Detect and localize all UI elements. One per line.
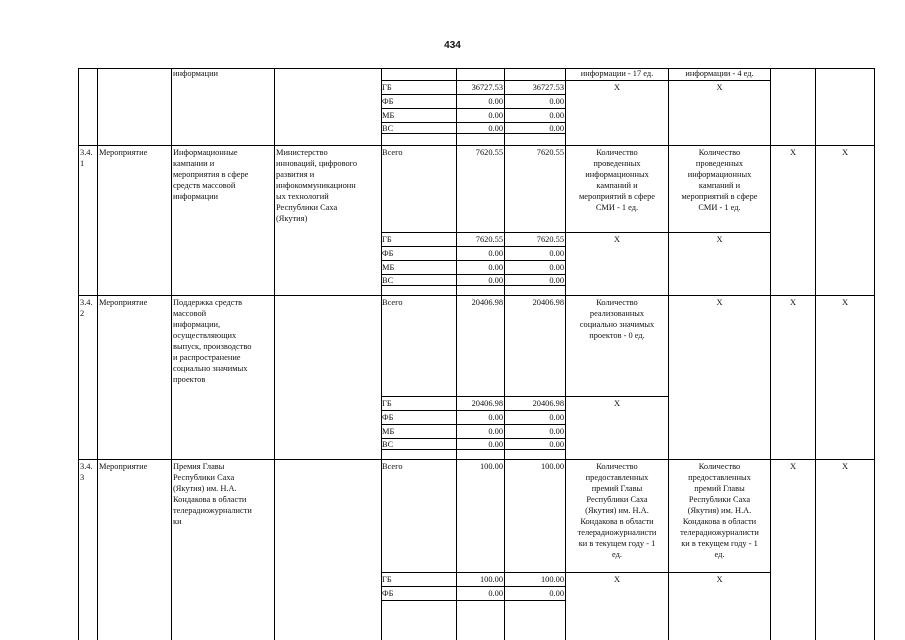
- funding-value: 0.00: [549, 111, 564, 120]
- funding-source: МБ: [382, 427, 395, 436]
- funding-value: 0.00: [549, 413, 564, 422]
- indicator-cell: Х: [613, 83, 621, 92]
- indicator-cell: Количество проведенных информационных кампаний и мероприятий в сфере СМИ - 1 ед.: [681, 148, 758, 212]
- indicator-cell: Х: [716, 575, 723, 584]
- column-rule: [274, 68, 275, 640]
- x-mark: Х: [841, 462, 849, 471]
- funding-source: ФБ: [382, 97, 394, 106]
- funding-value: 0.00: [549, 124, 564, 133]
- executor: Министерство инноваций, цифрового развития и инфокоммуникационн ых технологий Республики Саха (Якутия): [276, 148, 358, 223]
- funding-value: 100.00: [540, 575, 564, 584]
- indicator-cell: Х: [716, 83, 723, 92]
- funding-value: 0.00: [488, 124, 503, 133]
- row-rule: [381, 410, 565, 411]
- funding-value: 36727.53: [532, 83, 564, 92]
- funding-value: 0.00: [549, 427, 564, 436]
- measure-name: Премия Главы Республики Саха (Якутия) им. Н.А. Кондакова в области телерадиожурналисти ки: [173, 462, 252, 526]
- column-rule: [874, 68, 875, 640]
- funding-value: 0.00: [488, 413, 503, 422]
- funding-value: 0.00: [549, 249, 564, 258]
- row-rule: [381, 572, 770, 573]
- total-value: 20406.98: [532, 298, 564, 307]
- indicator-cell: Количество реализованных социально значимых проектов - 0 ед.: [579, 298, 655, 340]
- indicator-cell: Х: [613, 399, 621, 408]
- measure-name: информации: [173, 69, 219, 78]
- indicator-cell: Х: [716, 298, 723, 307]
- row-rule: [381, 246, 565, 247]
- total-label: Всего: [382, 298, 403, 307]
- column-rule: [97, 68, 98, 640]
- row-rule: [381, 396, 668, 397]
- funding-source: ВС: [382, 276, 394, 285]
- row-rule: [381, 94, 565, 95]
- funding-value: 0.00: [488, 97, 503, 106]
- funding-source: ГБ: [382, 575, 392, 584]
- column-rule: [78, 68, 79, 640]
- row-rule: [381, 586, 565, 587]
- row-rule: [78, 145, 874, 146]
- funding-value: 0.00: [488, 589, 503, 598]
- funding-value: 0.00: [488, 263, 503, 272]
- funding-source: МБ: [382, 263, 395, 272]
- funding-value: 0.00: [549, 276, 564, 285]
- total-value: 100.00: [479, 462, 503, 471]
- row-rule: [381, 600, 565, 601]
- funding-value: 0.00: [549, 440, 564, 449]
- row-rule: [381, 80, 770, 81]
- funding-value: 20406.98: [471, 399, 503, 408]
- funding-value: 0.00: [549, 589, 564, 598]
- total-label: Всего: [382, 148, 403, 157]
- indicator-cell: Количество предоставленных премий Главы Республики Саха (Якутия) им. Н.А. Кондакова в области телерадиожурналисти ки в текущем году - 1 ед.: [680, 462, 759, 559]
- x-mark: Х: [789, 298, 797, 307]
- funding-source: ВС: [382, 124, 394, 133]
- row-rule: [78, 295, 874, 296]
- indicator-cell: Х: [716, 235, 723, 244]
- funding-source: ВС: [382, 440, 394, 449]
- indicator-cell: Х: [613, 575, 621, 584]
- funding-source: ГБ: [382, 399, 392, 408]
- funding-source: МБ: [382, 111, 395, 120]
- x-mark: Х: [841, 298, 849, 307]
- indicator-cell: Х: [613, 235, 621, 244]
- funding-value: 7620.55: [475, 235, 503, 244]
- total-value: 7620.55: [475, 148, 503, 157]
- indicator-cell: Количество предоставленных премий Главы Республики Саха (Якутия) им. Н.А. Кондакова в области телерадиожурналисти ки в текущем году - 1 ед.: [577, 462, 657, 559]
- funding-source: ГБ: [382, 83, 392, 92]
- total-label: Всего: [382, 462, 403, 471]
- funding-value: 0.00: [488, 276, 503, 285]
- funding-value: 0.00: [488, 111, 503, 120]
- funding-value: 0.00: [549, 97, 564, 106]
- row-type: Мероприятие: [99, 462, 148, 471]
- indicator-cell: Количество проведенных информационных кампаний и мероприятий в сфере СМИ - 1 ед.: [578, 148, 656, 212]
- row-rule: [78, 459, 874, 460]
- funding-source: ФБ: [382, 413, 394, 422]
- row-type: Мероприятие: [99, 148, 148, 157]
- row-number: 3.4. 3: [80, 462, 93, 482]
- row-type: Мероприятие: [99, 298, 148, 307]
- funding-value: 0.00: [549, 263, 564, 272]
- row-rule: [381, 232, 770, 233]
- funding-value: 36727.53: [471, 83, 503, 92]
- total-value: 7620.55: [536, 148, 564, 157]
- column-rule: [171, 68, 172, 640]
- funding-source: ГБ: [382, 235, 392, 244]
- x-mark: Х: [841, 148, 849, 157]
- funding-source: ФБ: [382, 249, 394, 258]
- x-mark: Х: [789, 148, 797, 157]
- funding-value: 100.00: [479, 575, 503, 584]
- page-number: 434: [444, 40, 461, 51]
- funding-value: 7620.55: [536, 235, 564, 244]
- x-mark: Х: [789, 462, 797, 471]
- row-rule: [381, 108, 565, 109]
- row-rule: [381, 424, 565, 425]
- indicator-cell: информации - 17 ед.: [580, 69, 654, 78]
- row-rule: [381, 260, 565, 261]
- measure-name: Поддержка средств массовой информации, осуществляющих выпуск, производство и распространение социально значимых проектов: [173, 298, 252, 384]
- funding-value: 20406.98: [532, 399, 564, 408]
- funding-source: ФБ: [382, 589, 394, 598]
- row-number: 3.4. 1: [80, 148, 93, 168]
- row-number: 3.4. 2: [80, 298, 93, 318]
- total-value: 20406.98: [471, 298, 503, 307]
- funding-value: 0.00: [488, 249, 503, 258]
- measure-name: Информационные кампании и мероприятия в сфере средств массовой информации: [173, 148, 249, 201]
- funding-value: 0.00: [488, 440, 503, 449]
- total-value: 100.00: [540, 462, 564, 471]
- funding-value: 0.00: [488, 427, 503, 436]
- indicator-cell: информации - 4 ед.: [685, 69, 754, 78]
